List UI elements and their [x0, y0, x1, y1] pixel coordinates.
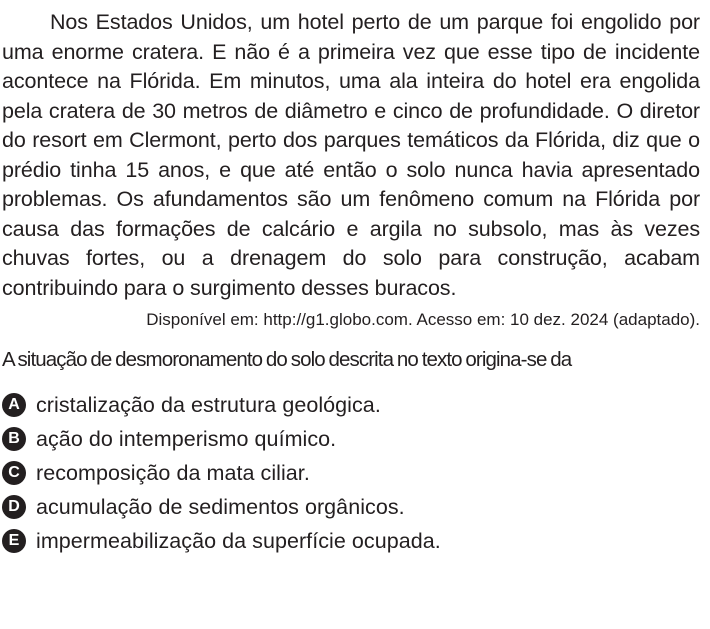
- option-e-letter-badge: E: [2, 529, 26, 553]
- passage-text: Nos Estados Unidos, um hotel perto de um parque foi engolido por uma enorme cratera. E não é a primeira vez que esse tipo de incidente acontece na Flórida. Em minutos, uma ala inteira do hotel era engolida pela cratera de 30 metros de diâmetro e cinco de profundidade. O diretor do resort em Clermont, perto dos parques temáticos da Flórida, diz que o prédio tinha 15 anos, e que até então o solo nunca havia apresentado problemas. Os afundamentos são um fenômeno comum na Flórida por causa das formações de calcário e argila no subsolo, mas às vezes chuvas fortes, ou a drenagem do solo para construção, acabam contribuindo para o surgimento desses buracos.: [2, 10, 700, 300]
- option-e[interactable]: [2, 524, 700, 558]
- answer-options: [2, 388, 700, 558]
- option-c-text: recomposição da mata ciliar.: [36, 461, 310, 485]
- option-b-text: ação do intemperismo químico.: [36, 427, 337, 451]
- option-b[interactable]: [2, 422, 700, 456]
- option-c[interactable]: [2, 456, 700, 490]
- option-c-letter-badge: C: [2, 461, 26, 485]
- option-e-text: impermeabilização da superfície ocupada.: [36, 529, 441, 553]
- option-d[interactable]: [2, 490, 700, 524]
- option-a-letter-badge: A: [2, 393, 26, 417]
- option-d-text: acumulação de sedimentos orgânicos.: [36, 495, 405, 519]
- option-b-letter-badge: B: [2, 427, 26, 451]
- option-a[interactable]: [2, 388, 700, 422]
- option-d-letter-badge: D: [2, 495, 26, 519]
- source-citation: Disponível em: http://g1.globo.com. Acesso em: 10 dez. 2024 (adaptado).: [146, 310, 700, 329]
- question-stem: A situação de desmoronamento do solo descrita no texto origina-se da: [2, 348, 572, 371]
- option-a-text: cristalização da estrutura geológica.: [36, 393, 381, 417]
